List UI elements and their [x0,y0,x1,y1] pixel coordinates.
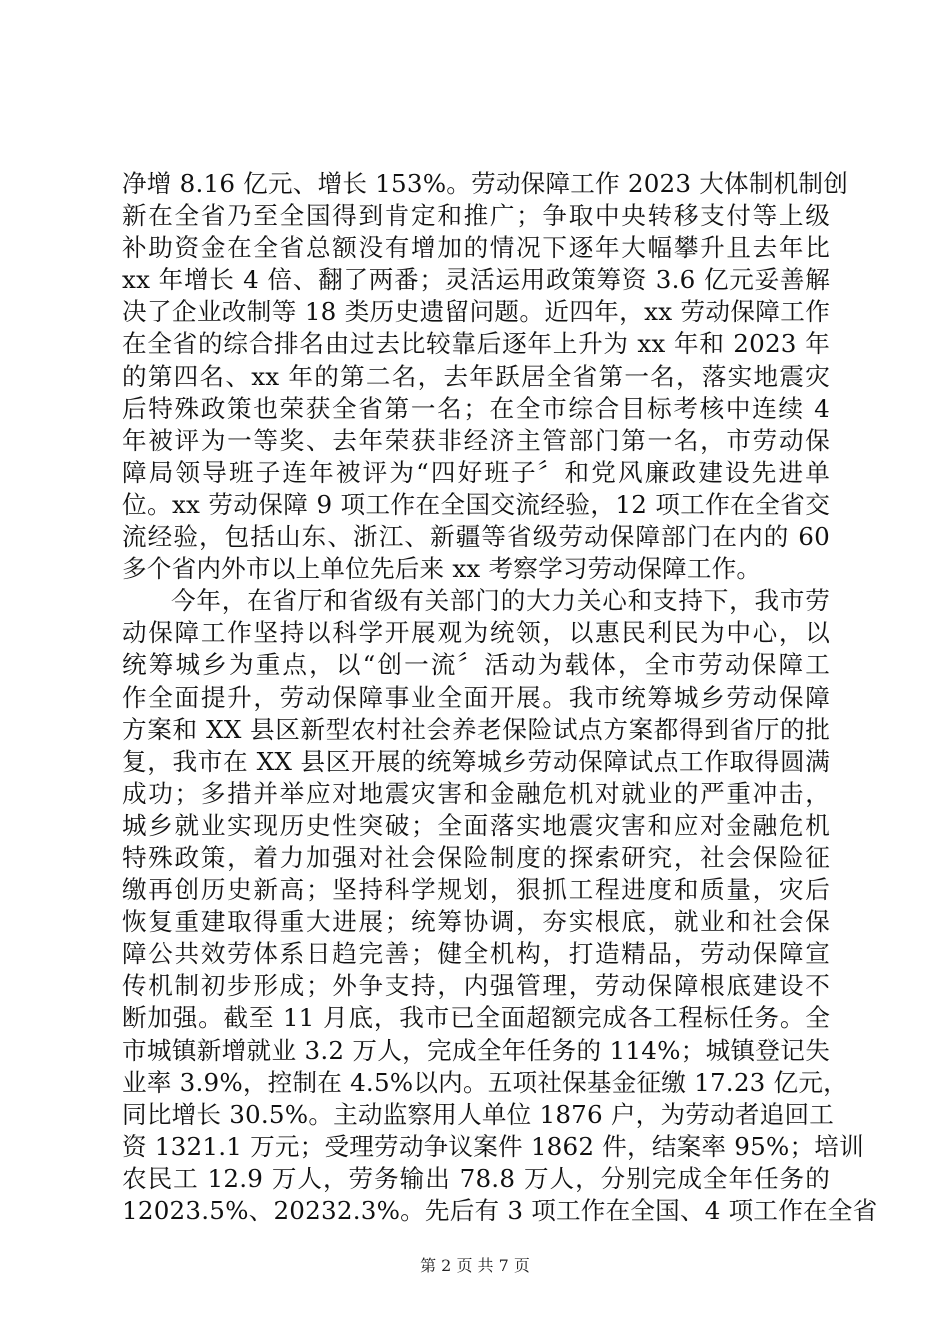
text-line: 流经验，包括山东、浙江、新疆等省级劳动保障部门在内的 60 [122,522,830,552]
page-footer: 第 2 页 共 7 页 [420,1256,530,1275]
text-line: 作全面提升，劳动保障事业全面开展。我市统筹城乡劳动保障 [122,682,830,712]
text-line: 后特殊政策也荣获全省第一名；在全市综合目标考核中连续 4 [122,393,830,423]
paragraph-2 [122,585,878,1227]
text-line: 缴再创历史新高；坚持科学规划，狠抓工程进度和质量，灾后 [122,875,830,905]
text-line: 市城镇新增就业 3.2 万人，完成全年任务的 114%；城镇登记失 [122,1035,830,1065]
text-line: xx 年增长 4 倍、翻了两番；灵活运用政策筹资 3.6 亿元妥善解 [122,265,830,295]
text-line: 12023.5%、20232.3%。先后有 3 项工作在全国、4 项工作在全省 [122,1196,878,1225]
text-line: 城乡就业实现历史性突破；全面落实地震灾害和应对金融危机 [122,810,830,840]
paragraph-1 [122,168,849,585]
text-line: 断加强。截至 11 月底，我市已全面超额完成各工程标任务。全 [122,1003,830,1033]
text-line: 同比增长 30.5%。主动监察用人单位 1876 户，为劳动者追回工 [122,1099,835,1129]
text-line: 障局领导班子连年被评为“四好班子〞和党风廉政建设先进单 [122,457,830,487]
text-line: 的第四名、xx 年的第二名，去年跃居全省第一名，落实地震灾 [122,361,830,391]
text-line: 障公共效劳体系日趋完善；健全机构，打造精品，劳动保障宣 [122,939,830,969]
text-line: 今年，在省厅和省级有关部门的大力关心和支持下，我市劳 [171,586,830,616]
text-line: 资 1321.1 万元；受理劳动争议案件 1862 件，结案率 95%；培训 [122,1131,864,1161]
text-line: 恢复重建取得重大进展；统筹协调，夯实根底，就业和社会保 [122,907,830,937]
text-line: 净增 8.16 亿元、增长 153%。劳动保障工作 2023 大体制机制创 [122,169,849,198]
text-line: 年被评为一等奖、去年荣获非经济主管部门第一名，市劳动保 [122,425,830,455]
text-line: 在全省的综合排名由过去比较靠后逐年上升为 xx 年和 2023 年 [122,329,830,359]
text-line: 决了企业改制等 18 类历史遗留问题。近四年，xx 劳动保障工作 [122,297,830,327]
text-line: 多个省内外市以上单位先后来 xx 考察学习劳动保障工作。 [122,554,762,584]
text-line: 成功；多措并举应对地震灾害和金融危机对就业的严重冲击， [122,778,830,808]
text-line: 位。xx 劳动保障 9 项工作在全国交流经验，12 项工作在全省交 [122,489,830,519]
body-text [122,168,878,1227]
text-line: 特殊政策，着力加强对社会保险制度的探索研究，社会保险征 [122,842,830,872]
text-line: 新在全省乃至全国得到肯定和推广；争取中央转移支付等上级 [122,201,830,231]
text-line: 补助资金在全省总额没有增加的情况下逐年大幅攀升且去年比 [122,233,830,263]
text-line: 统筹城乡为重点，以“创一流〞活动为载体，全市劳动保障工 [122,650,830,680]
text-line: 方案和 XX 县区新型农村社会养老保险试点方案都得到省厅的批 [122,714,830,744]
text-line: 业率 3.9%，控制在 4.5%以内。五项社保基金征缴 17.23 亿元， [122,1067,848,1097]
text-line: 传机制初步形成；外争支持，内强管理，劳动保障根底建设不 [122,971,830,1001]
text-line: 农民工 12.9 万人，劳务输出 78.8 万人，分别完成全年任务的 [122,1163,830,1193]
text-line: 动保障工作坚持以科学开展观为统领，以惠民利民为中心，以 [122,618,830,648]
text-line: 复，我市在 XX 县区开展的统筹城乡劳动保障试点工作取得圆满 [122,746,830,776]
